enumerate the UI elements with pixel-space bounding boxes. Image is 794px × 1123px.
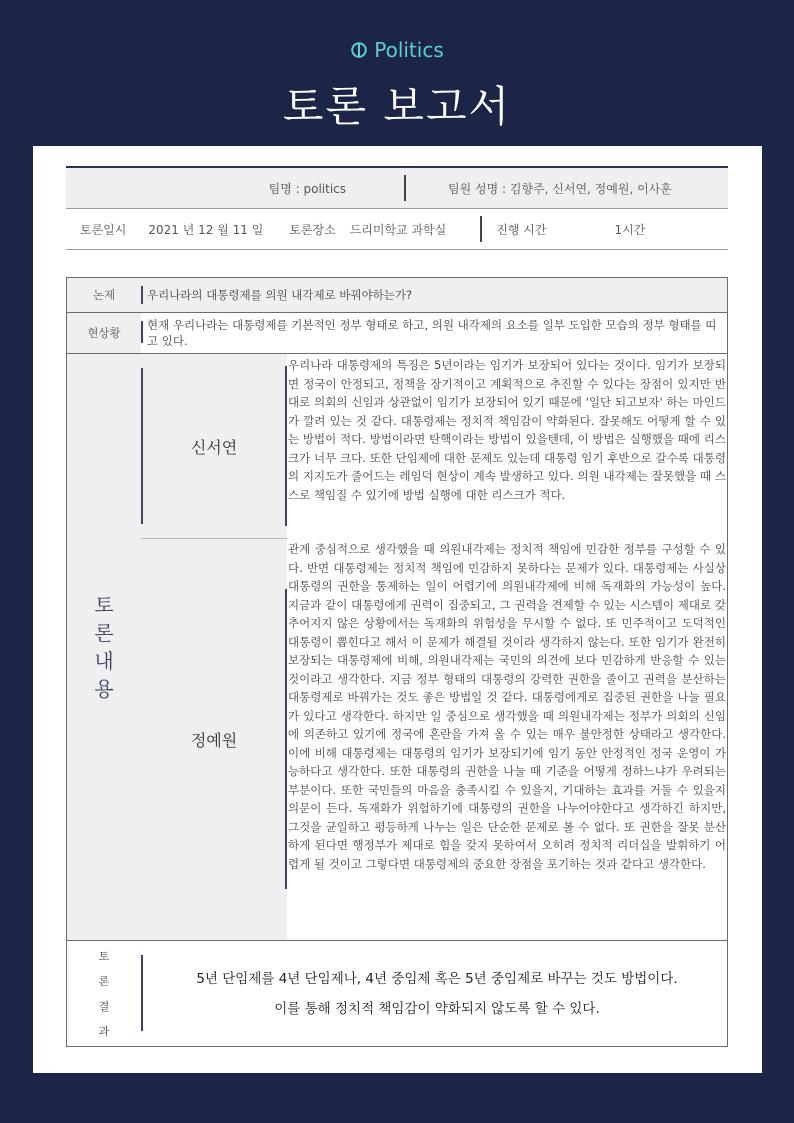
- topic-text: 우리나라의 대통령제를 의원 내각제로 바꿔야하는가?: [147, 288, 413, 302]
- discussion-label-char: 내: [94, 649, 114, 673]
- place-value: 드리미학교 과학실: [349, 222, 447, 237]
- result-label-char: 토: [98, 949, 110, 963]
- discussion-label: [67, 354, 141, 940]
- result-label: [67, 941, 141, 1046]
- discussion-table: [66, 277, 728, 1047]
- schedule-row: [66, 209, 728, 250]
- speaker-statement: 관계 중심적으로 생각했을 때 의원내각제는 정치적 책임에 민감한 정부를 구성할 수 있다. 반면 대통령제는 정치적 책임에 민감하지 못하다는 문제가 있다. 대통령제는 사실상 대통령의 권한을 통제하는 일이 어렵기에 의원내각제에 비해 독재화의 가능성이 높다. 지금과 같이 대통령에게 권력이 집중되고, 그 권력을 견제할 수 있는 시스템이 제대로 갖추어지지 않은 상황에서는 독재화의 위험성을 무시할 수 없다. 또 민주적이고 도덕적인 대통령이 뽑힌다고 해서 이 문제가 해결될 것이라 생각하지 않는다. 또한 임기가 완전히 보장되는 대통령제에 비해, 의원내각제는 국민의 의견에 보다 민감하게 반응할 수 있는 것이라고 생각한다. 지금 정부 형태의 대통령의 강력한 권한을 줄이고 권력을 분산하는 대통령제로 바꿔가는 것도 좋은 방법일 것 같다. 대통령에게로 집중된 권한을 나눌 필요가 있다고 생각한다. 하지만 일 중심으로 생각했을 때 의원내각제는 정부가 의회의 신임에 의존하고 있기에 정국에 혼란을 가져 올 수 있는 매우 불안정한 상태라고 생각한다. 이에 비해 대통령제는 대통령의 임기가 보장되기에 임기 동안 안정적인 정국 운영이 가능하다고 생각한다. 또한 대통령의 권한을 나눌 때 기준을 어떻게 정하느냐가 우려되는 부분이다. 또한 국민들의 마음을 충족시킬 수 있을지, 기대하는 효과를 거둘 수 있을지 의문이 든다. 독재화가 위험하기에 대통령의 권한을 나누어야한다고 생각하긴 하지만, 그것을 균일하고 평등하게 나누는 일은 단순한 문제로 볼 수 없다. 또 권한을 잘못 분산하게 된다면 행정부가 제대로 힘을 갖지 못하여서 오히려 정치적 리더십을 발휘하기 어렵게 될 것이고 그렇다면 대통령제의 중요한 장점을 포기하는 것과 같다고 생각한다.: [288, 542, 726, 871]
- status-row: [67, 313, 727, 354]
- report-paper: [33, 146, 762, 1073]
- team-name: 팀명 : politics: [268, 181, 346, 196]
- result-label-char: 론: [98, 974, 110, 988]
- date-label: 토론일시: [80, 222, 127, 237]
- divider: [480, 216, 482, 242]
- power-circle-icon: [350, 41, 368, 59]
- discussion-label-char: 용: [94, 677, 114, 701]
- page-title: 토론 보고서: [282, 82, 512, 131]
- divider: [141, 368, 143, 524]
- place-label: 토론장소: [289, 222, 336, 237]
- status-text: 현재 우리나라는 대통령제를 기본적인 정부 형태로 하고, 의원 내각제의 요소를 일부 도입한 모습의 정부 형태를 띠고 있다.: [147, 318, 717, 348]
- discussion-label-char: 론: [94, 621, 114, 645]
- divider: [141, 286, 143, 304]
- duration-value: 1시간: [614, 222, 646, 237]
- info-block: [66, 166, 728, 250]
- status-label: 현상황: [67, 313, 141, 353]
- divider: [141, 955, 143, 1031]
- speaker-name: 신서연: [141, 354, 287, 538]
- topic-row: [67, 278, 727, 313]
- duration-label: 진행 시간: [496, 222, 547, 237]
- date-value: 2021 년 12 월 11 일: [148, 222, 264, 237]
- speaker-name: 정예원: [141, 539, 287, 940]
- result-line: 5년 단임제를 4년 단임제나, 4년 중임제 혹은 5년 중임제로 바꾸는 것도 방법이다.: [196, 970, 678, 987]
- discussion-row: [67, 354, 727, 941]
- topic-label: 논제: [67, 278, 141, 312]
- result-line: 이를 통해 정치적 책임감이 약화되지 않도록 할 수 있다.: [274, 1000, 600, 1017]
- discussion-label-char: 토: [94, 593, 114, 617]
- category-label: Politics: [374, 38, 444, 62]
- divider: [285, 589, 287, 889]
- divider: [141, 321, 143, 343]
- result-label-char: 결: [98, 1000, 110, 1014]
- category-badge: [0, 38, 794, 62]
- result-label-char: 과: [98, 1025, 110, 1039]
- team-members: 팀원 성명 : 김향주, 신서연, 정예원, 이사훈: [448, 181, 672, 196]
- divider: [404, 175, 406, 201]
- team-row: [66, 166, 728, 209]
- divider: [285, 366, 287, 526]
- result-text: [147, 941, 727, 1046]
- speaker-statement: 우리나라 대통령제의 특징은 5년이라는 임기가 보장되어 있다는 것이다. 임기가 보장되면 정국이 안정되고, 정책을 장기적이고 계획적으로 추진할 수 있다는 장점이 있지만 반대로 의회의 신임과 상관없이 임기가 보장되어 있기 때문에 '일단 되고보자' 하는 마인드가 깔려 있는 것 같다. 대통령제는 정치적 책임감이 약화된다. 잘못해도 어떻게 할 수 있는 방법이 적다. 방법이라면 탄핵이라는 방법이 있을텐데, 이 방법은 실행했을 때에 리스크가 너무 크다. 또한 단임제에 대한 문제도 있는데 대통령 임기 후반으로 갈수록 대통령의 지지도가 줄어드는 레임덕 현상이 계속 발생하고 있다. 의원 내각제는 잘못했을 때 스스로 책임질 수 있기에 방법 실행에 대한 리스크가 적다.: [288, 358, 726, 502]
- result-row: [67, 941, 727, 1046]
